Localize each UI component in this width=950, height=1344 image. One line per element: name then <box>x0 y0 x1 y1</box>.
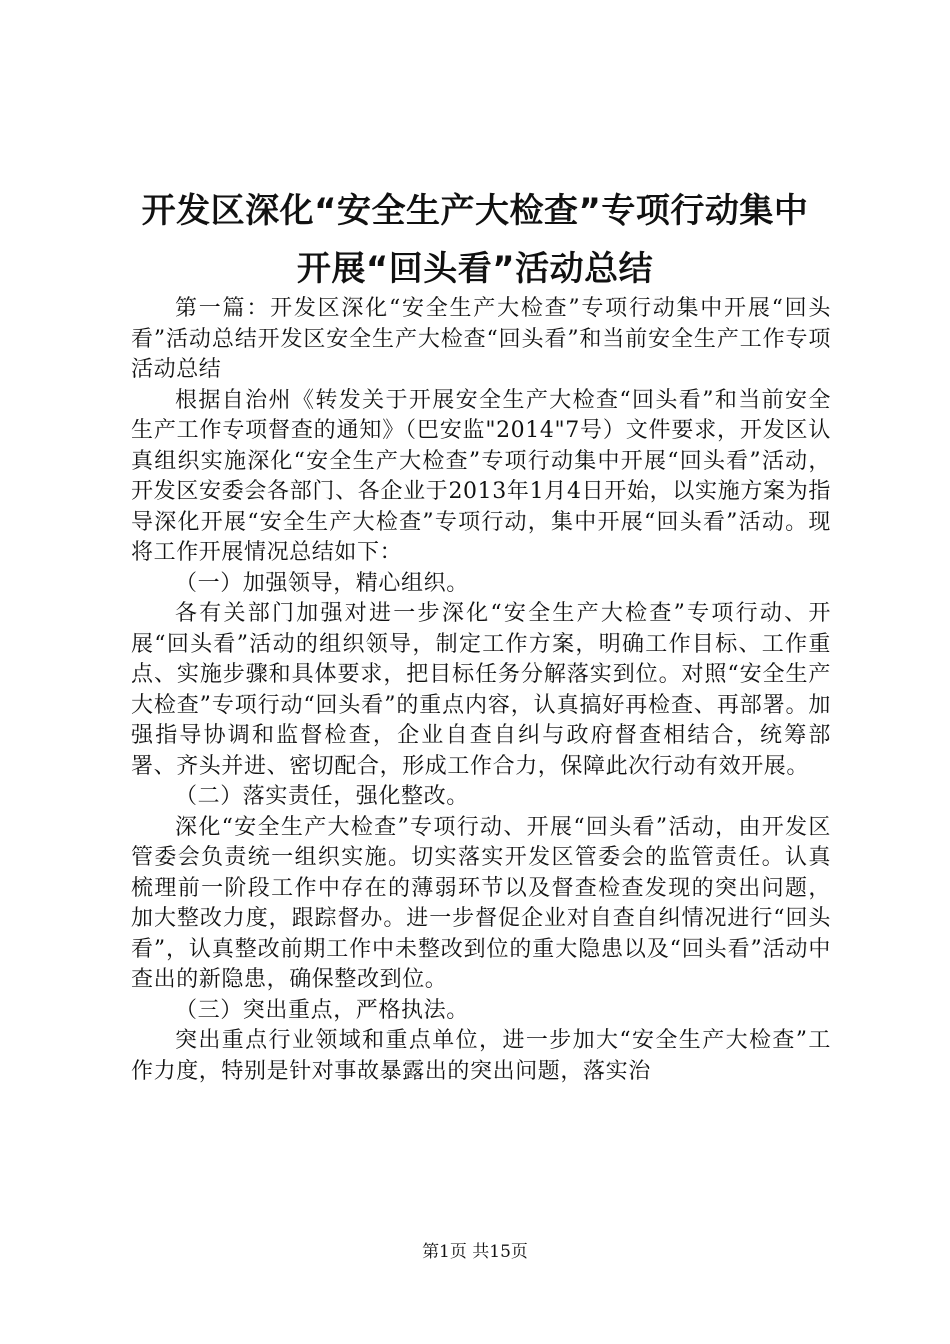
document-body <box>131 294 831 1087</box>
section-heading-2: （二）落实责任，强化整改。 <box>175 784 469 809</box>
section-heading-3: （三）突出重点，严格执法。 <box>175 997 469 1023</box>
paragraph-section-3: 突出重点行业领域和重点单位，进一步加大“安全生产大检查”工作力度，特别是针对事故暴露出的突出问题，落实治 <box>131 1028 831 1084</box>
paragraph-section-2: 深化“安全生产大检查”专项行动、开展“回头看”活动，由开发区管委会负责统一组织实施。切实落实开发区管委会的监管责任。认真梳理前一阶段工作中存在的薄弱环节以及督查检查发现的突出问题，加大整改力度，跟踪督办。进一步督促企业对自查自纠情况进行“回头看”，认真整改前期工作中未整改到位的重大隐患以及“回头看”活动中查出的新隐患，确保整改到位。 <box>131 814 831 992</box>
page-number-footer: 第1页 共15页 <box>422 1242 528 1262</box>
title-line-2: 开展“回头看”活动总结 <box>296 249 654 289</box>
title-line-1: 开发区深化“安全生产大检查”专项行动集中 <box>141 191 809 231</box>
document-title <box>110 182 840 298</box>
paragraph-intro: 第一篇：开发区深化“安全生产大检查”专项行动集中开展“回头看”活动总结开发区安全生产大检查“回头看”和当前安全生产工作专项活动总结 <box>131 296 831 382</box>
paragraph-section-1: 各有关部门加强对进一步深化“安全生产大检查”专项行动、开展“回头看”活动的组织领导，制定工作方案，明确工作目标、工作重点、实施步骤和具体要求，把目标任务分解落实到位。对照“安全生产大检查”专项行动“回头看”的重点内容，认真搞好再检查、再部署。加强指导协调和监督检查，企业自查自纠与政府督查相结合，统筹部署、齐头并进、密切配合，形成工作合力，保障此次行动有效开展。 <box>131 601 831 779</box>
paragraph-background: 根据自治州《转发关于开展安全生产大检查“回头看”和当前安全生产工作专项督查的通知》（巴安监"2014"7号）文件要求，开发区认真组织实施深化“安全生产大检查”专项行动集中开展“回头看”活动，开发区安委会各部门、各企业于2013年1月4日开始，以实施方案为指导深化开展“安全生产大检查”专项行动，集中开展“回头看”活动。现将工作开展情况总结如下： <box>131 387 831 565</box>
section-heading-1: （一）加强领导，精心组织。 <box>175 570 469 596</box>
